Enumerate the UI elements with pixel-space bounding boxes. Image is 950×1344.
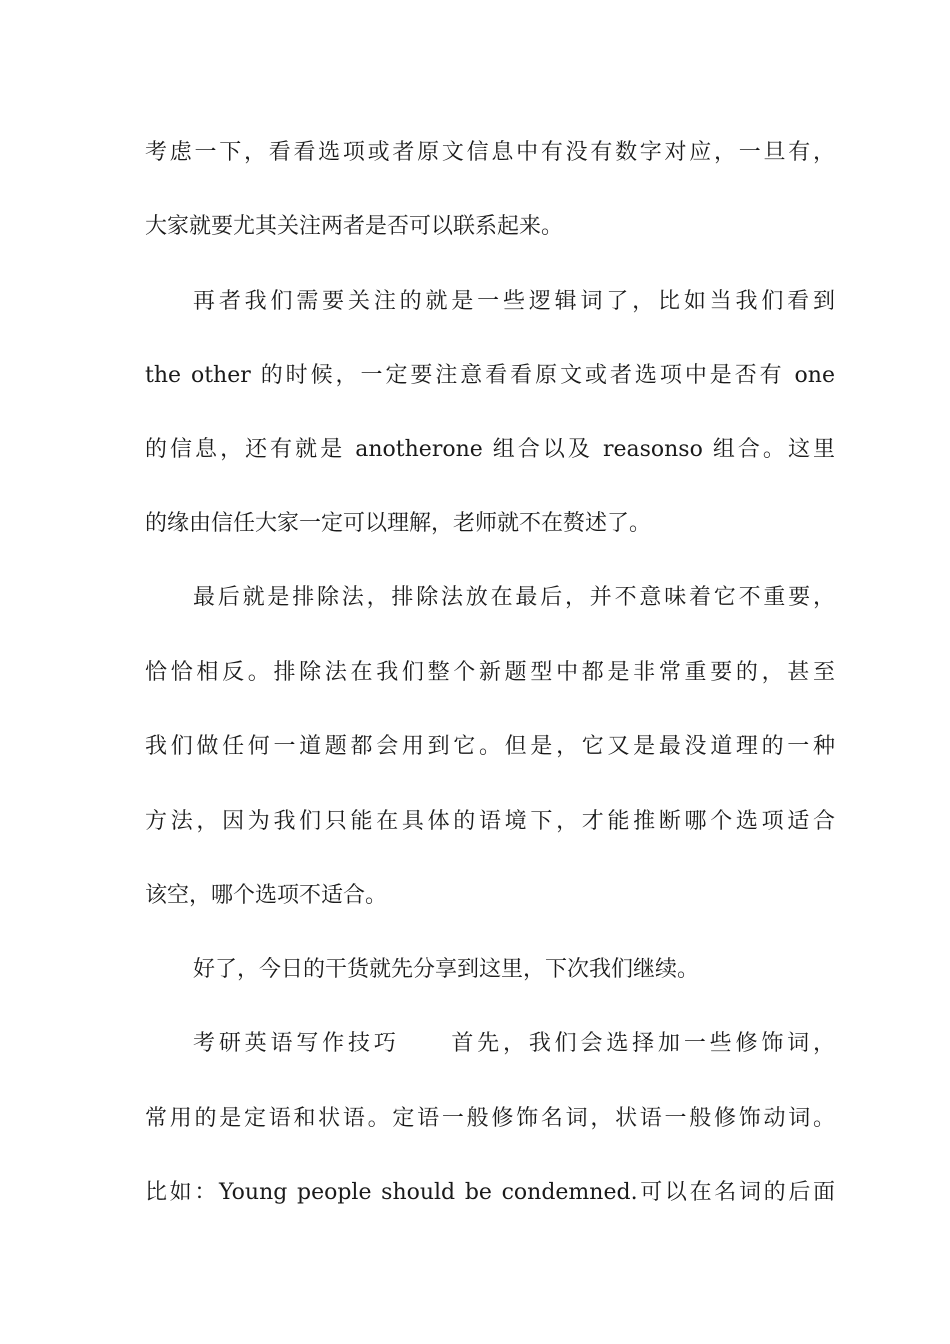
- text-line-3: 再者我们需要关注的就是一些逻辑词了，比如当我们看到: [193, 289, 835, 314]
- text-line-8: 恰恰相反。排除法在我们整个新题型中都是非常重要的，甚至: [145, 660, 835, 685]
- text-line-9: 我们做任何一道题都会用到它。但是，它又是最没道理的一种: [145, 734, 835, 759]
- text-line-15: 比如：Young people should be condemned.可以在名词的后面: [145, 1180, 835, 1205]
- text-line-14: 常用的是定语和状语。定语一般修饰名词，状语一般修饰动词。: [145, 1106, 835, 1131]
- text-line-11: 该空，哪个选项不适合。: [145, 883, 388, 908]
- text-line-2: 大家就要尤其关注两者是否可以联系起来。: [145, 214, 564, 239]
- text-line-13: 考研英语写作技巧 首先，我们会选择加一些修饰词，: [193, 1031, 835, 1056]
- text-line-7: 最后就是排除法，排除法放在最后，并不意味着它不重要，: [193, 585, 835, 610]
- text-line-5: 的信息，还有就是 anotherone 组合以及 reasonso 组合。这里: [145, 437, 835, 462]
- text-line-1: 考虑一下，看看选项或者原文信息中有没有数字对应，一旦有，: [145, 140, 835, 165]
- text-line-6: 的缘由信任大家一定可以理解，老师就不在赘述了。: [145, 511, 652, 536]
- text-line-12: 好了，今日的干货就先分享到这里，下次我们继续。: [193, 957, 700, 982]
- text-line-4: the other 的时候，一定要注意看看原文或者选项中是否有 one: [145, 363, 835, 388]
- text-line-10: 方法，因为我们只能在具体的语境下，才能推断哪个选项适合: [145, 809, 835, 834]
